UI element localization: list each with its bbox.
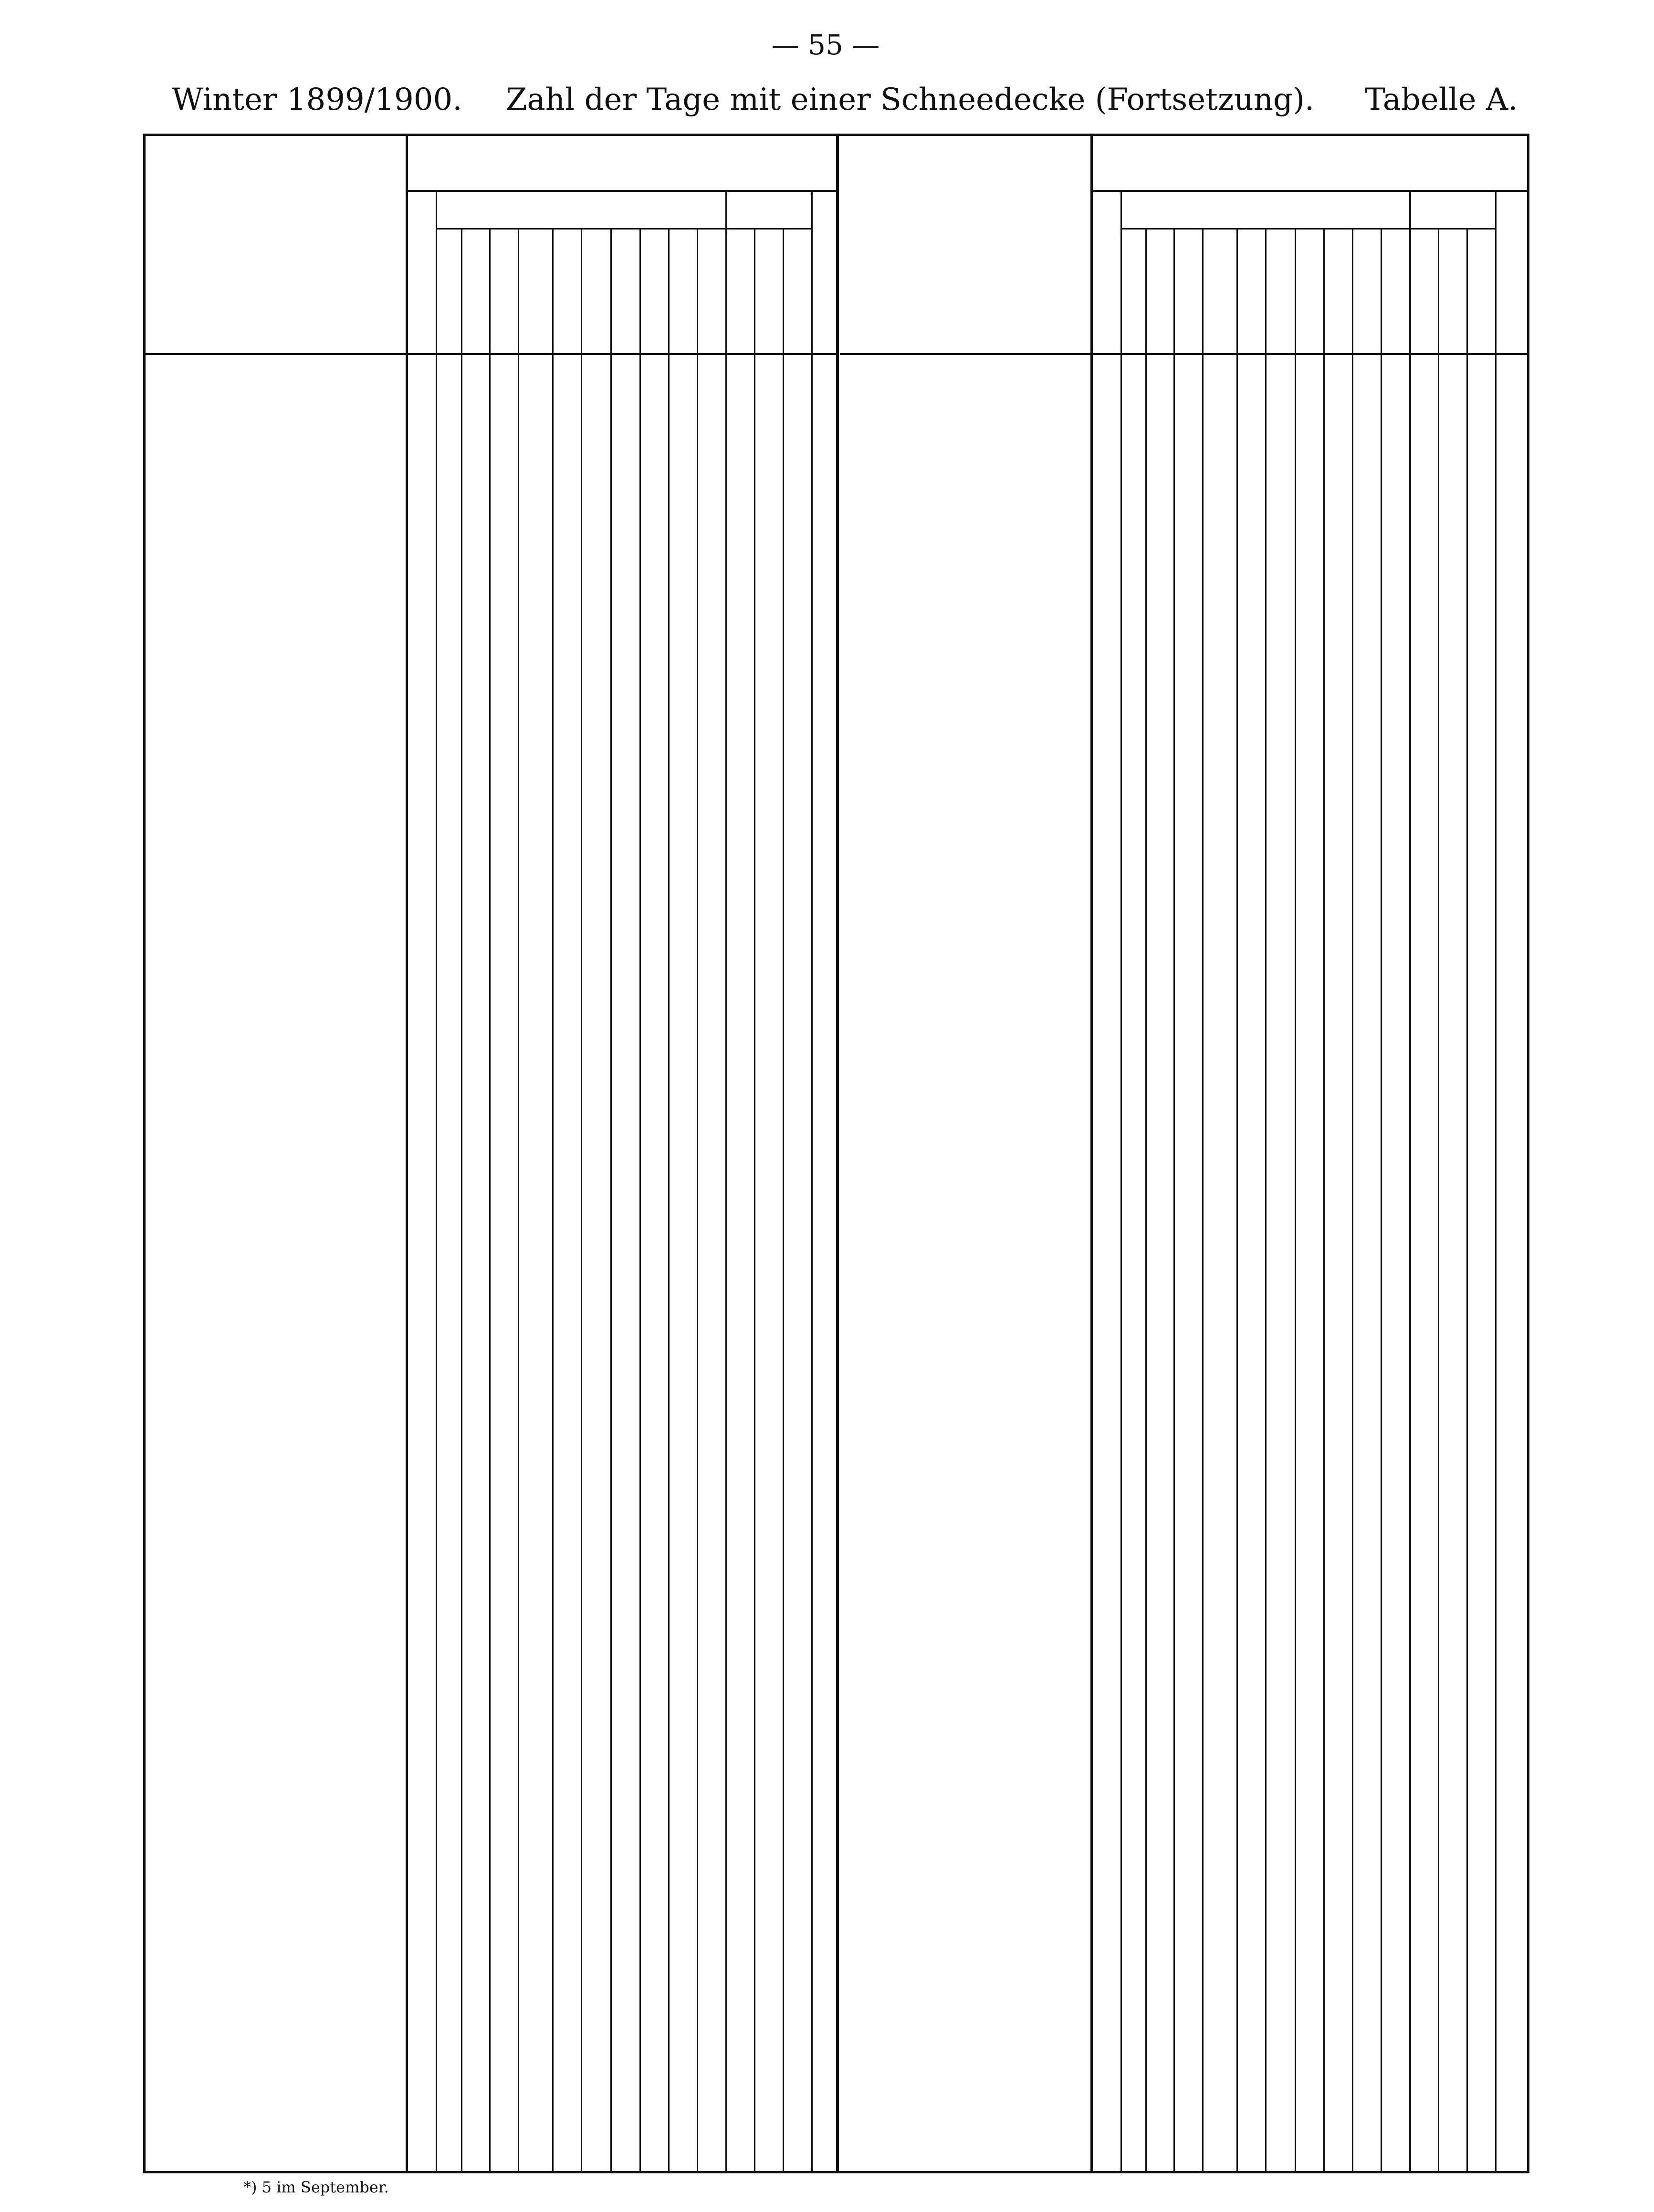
column-rule (436, 191, 437, 2173)
season-label: Winter 1899/1900. (172, 82, 462, 117)
column-rule (1323, 229, 1325, 2173)
column-rule (1120, 191, 1122, 2173)
header-rule (840, 353, 1527, 355)
column-rule (461, 229, 462, 2173)
table-label: Tabelle A. (1365, 82, 1518, 117)
column-rule (668, 229, 670, 2173)
column-rule (1466, 229, 1468, 2173)
header-rule (143, 353, 836, 355)
column-rule (406, 134, 408, 2173)
column-rule (783, 229, 784, 2173)
column-rule (836, 229, 837, 2173)
column-rule (1381, 229, 1382, 2173)
column-rule (581, 229, 582, 2173)
header-rule (1090, 190, 1527, 192)
column-rule (1295, 229, 1296, 2173)
header-rule (436, 228, 811, 230)
column-rule (1236, 229, 1238, 2173)
column-rule (1145, 229, 1147, 2173)
column-rule (1202, 229, 1204, 2173)
table-title: Zahl der Tage mit einer Schneedecke (Fortsetzung). (506, 82, 1315, 117)
column-rule (1438, 229, 1439, 2173)
column-rule (697, 229, 698, 2173)
column-rule (1090, 134, 1093, 2173)
column-rule (1495, 191, 1497, 2173)
page-number: — 55 — (771, 29, 880, 61)
column-rule (811, 191, 813, 2173)
column-rule (489, 229, 491, 2173)
column-rule (518, 229, 519, 2173)
column-rule (1352, 229, 1353, 2173)
column-rule (1409, 191, 1411, 2173)
column-rule (1265, 229, 1267, 2173)
footnote: *) 5 im September. (243, 2178, 389, 2196)
column-rule (725, 191, 727, 2173)
column-rule (754, 229, 755, 2173)
column-rule (639, 229, 641, 2173)
column-rule (552, 229, 554, 2173)
column-rule (610, 229, 612, 2173)
column-rule (1527, 229, 1528, 2173)
header-rule (1120, 228, 1495, 230)
header-rule (406, 190, 836, 192)
column-rule (1173, 229, 1175, 2173)
